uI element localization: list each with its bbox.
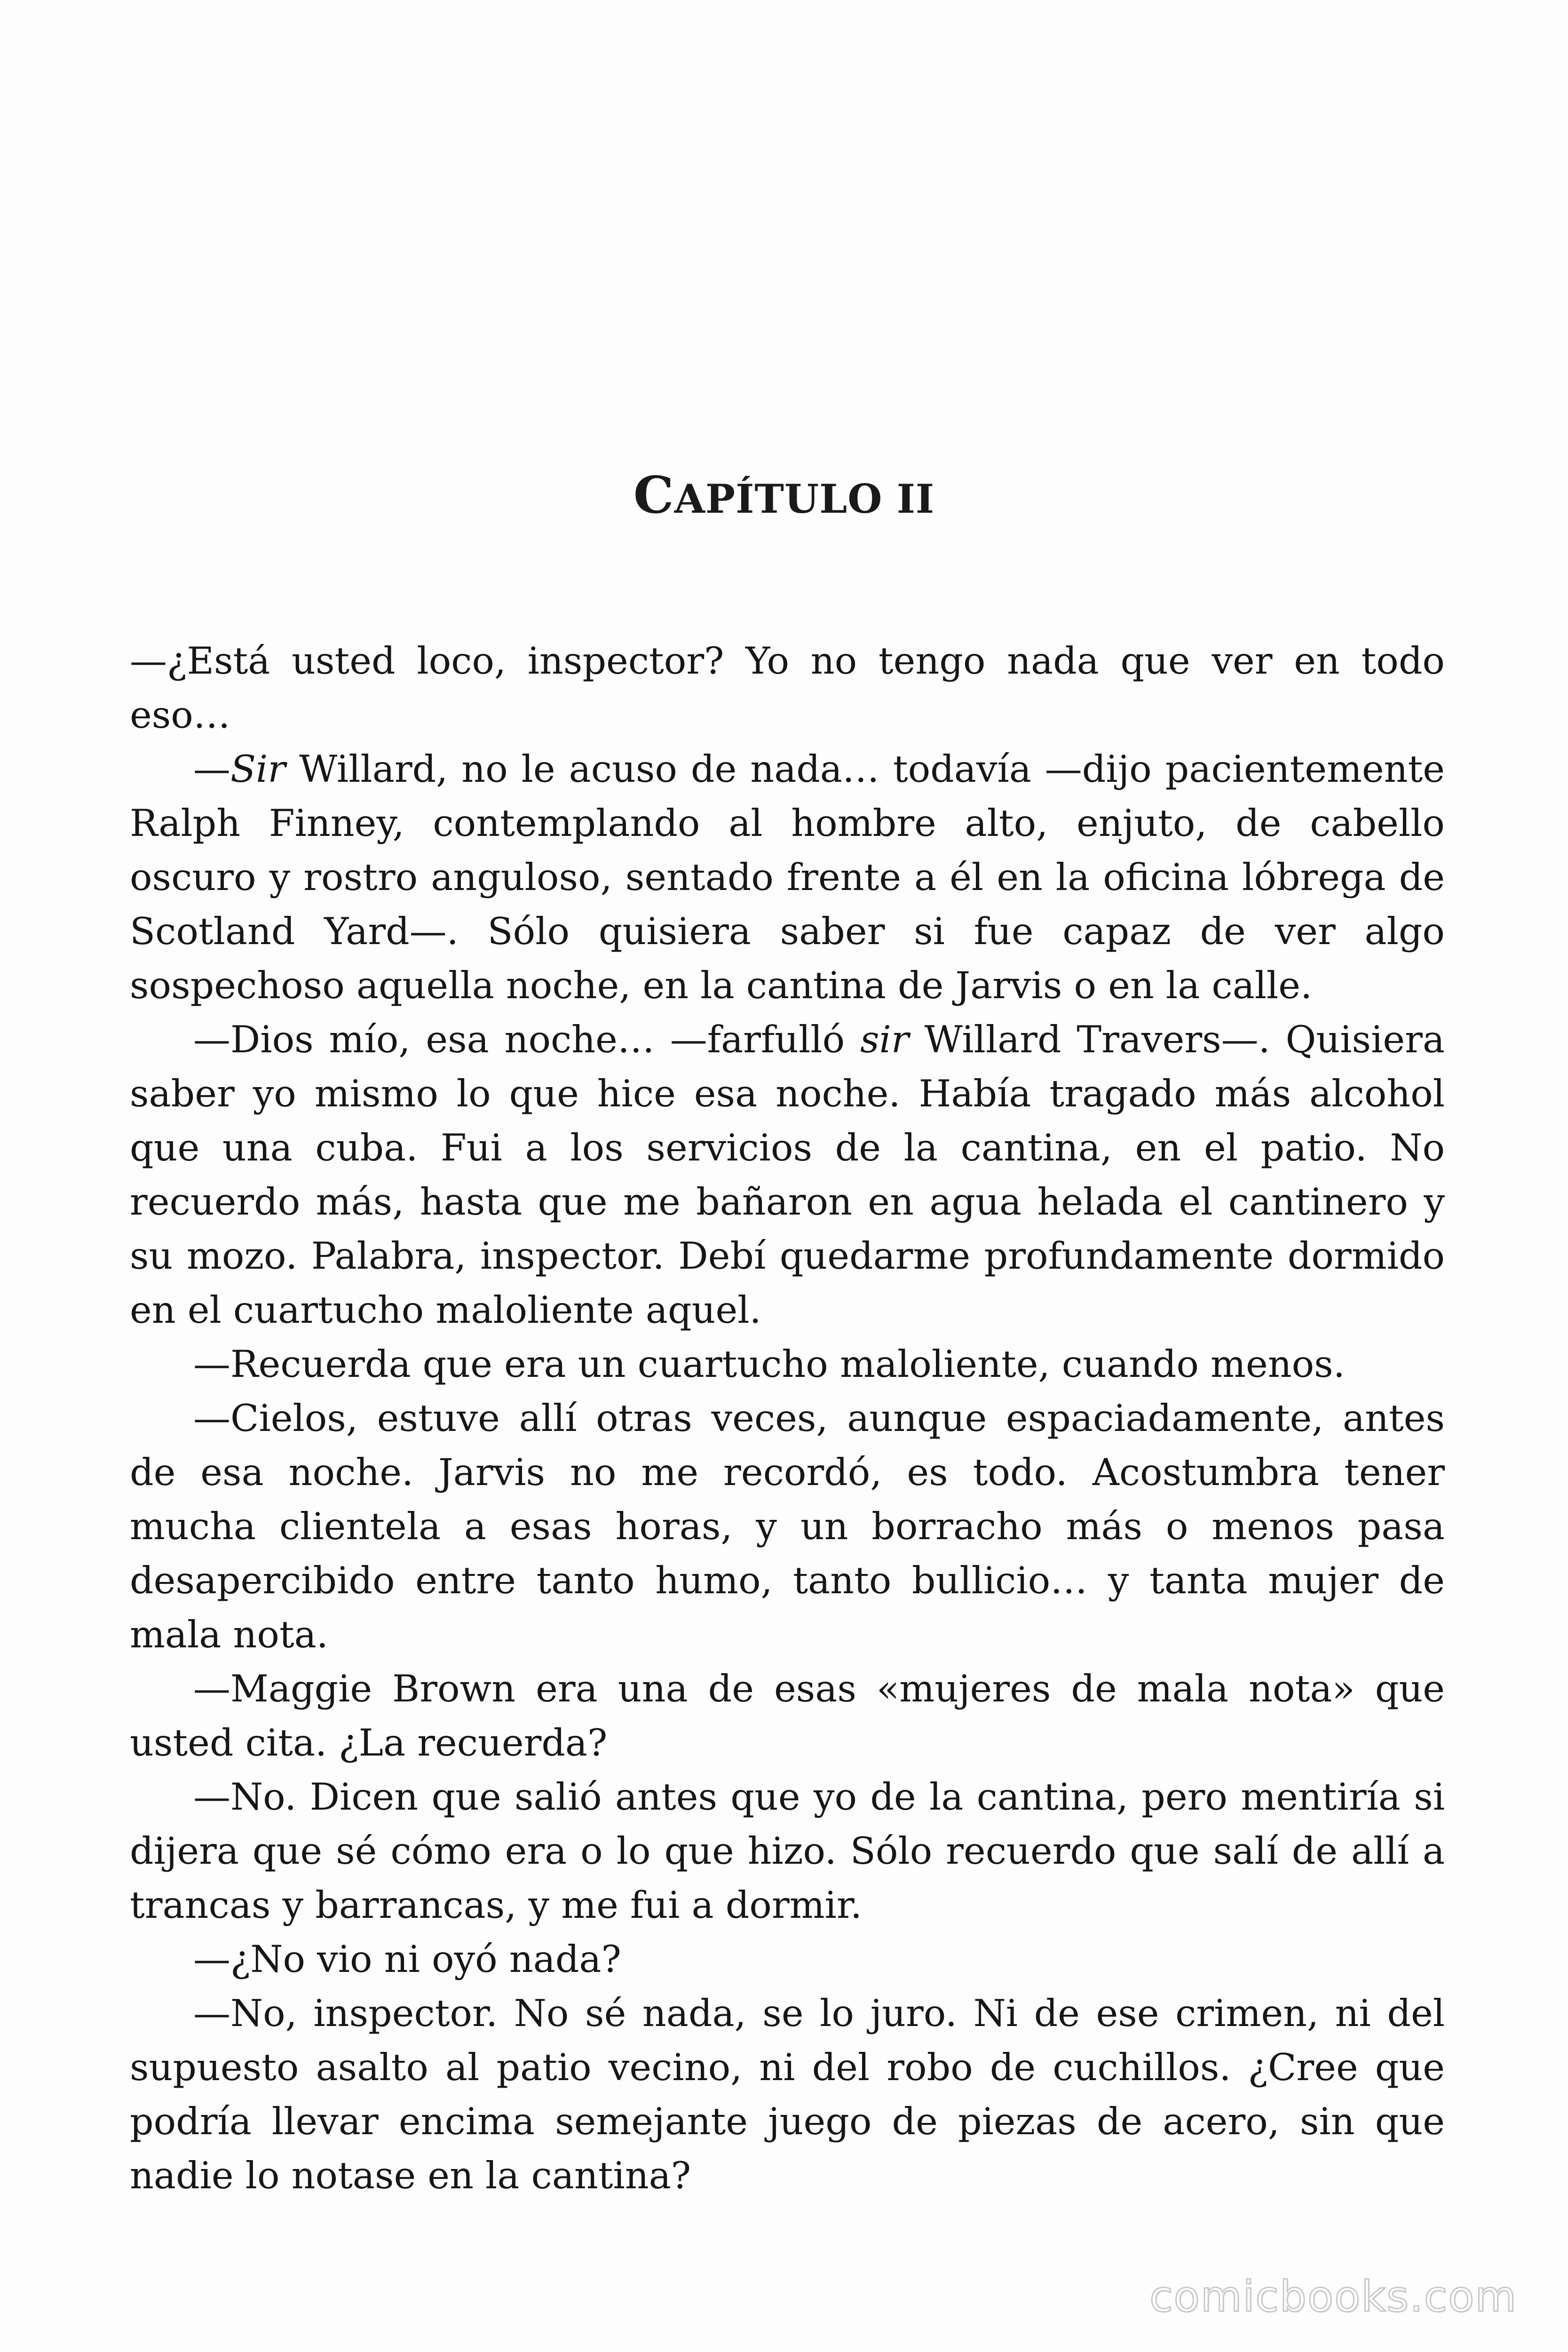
paragraph-6: —Maggie Brown era una de esas «mujeres de mala nota» que usted cita. ¿La recuerda? xyxy=(130,1667,1445,1764)
paragraph-1: —¿Está usted loco, inspector? Yo no tengo nada que ver en todo eso… xyxy=(130,639,1445,737)
paragraph-8: —¿No vio ni oyó nada? xyxy=(193,1938,621,1981)
chapter-body xyxy=(130,634,1445,2203)
watermark: comicbooks.com xyxy=(1149,2272,1517,2321)
paragraph-5: —Cielos, estuve allí otras veces, aunque espaciadamente, antes de esa noche. Jarvis no me recordó, es todo. Acostumbra tener mucha clientela a esas horas, y un borracho más o menos pasa desapercibido entre tanto humo, tanto bullicio… y tanta mujer de mala nota. xyxy=(130,1397,1445,1656)
paragraph-7: —No. Dicen que salió antes que yo de la cantina, pero mentiría si dijera que sé cómo era o lo que hizo. Sólo recuerdo que salí de allí a trancas y barrancas, y me fui a dormir. xyxy=(130,1775,1445,1927)
paragraph-3: —Dios mío, esa noche… —farfulló sir Willard Travers—. Quisiera saber yo mismo lo que hice esa noche. Había tragado más alcohol que una cuba. Fui a los servicios de la cantina, en el patio. No recuerdo más, hasta que me bañaron en agua helada el cantinero y su mozo. Palabra, inspector. Debí quedarme profundamente dormido en el cuartucho maloliente aquel. xyxy=(130,1018,1445,1332)
paragraph-2: —Sir Willard, no le acuso de nada… todavía —dijo pacientemente Ralph Finney, contemplando al hombre alto, enjuto, de cabello oscuro y rostro anguloso, sentado frente a él en la oficina lóbrega de Scotland Yard—. Sólo quisiera saber si fue capaz de ver algo sospechoso aquella noche, en la cantina de Jarvis o en la calle. xyxy=(130,747,1445,1007)
paragraph-9: —No, inspector. No sé nada, se lo juro. Ni de ese crimen, ni del supuesto asalto al patio vecino, ni del robo de cuchillos. ¿Cree que podría llevar encima semejante juego de piezas de acero, sin que nadie lo notase en la cantina? xyxy=(130,1992,1445,2197)
chapter-title xyxy=(0,466,1568,525)
chapter-title-initial: C xyxy=(633,466,674,525)
paragraph-4: —Recuerda que era un cuartucho maloliente, cuando menos. xyxy=(193,1343,1345,1386)
chapter-title-rest: APÍTULO II xyxy=(674,476,935,522)
